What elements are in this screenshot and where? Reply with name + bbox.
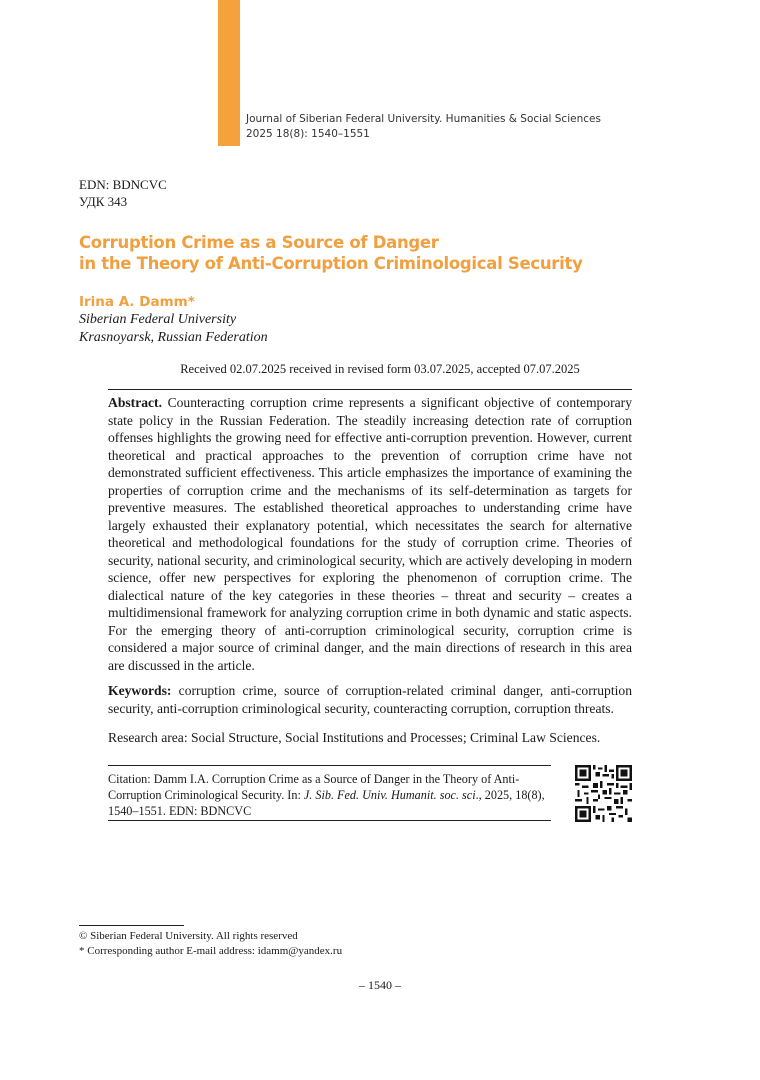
citation-details: ., 2025, 18(8), 1540–1551. EDN: BDNCVC <box>108 788 545 818</box>
author-affiliation <box>79 311 268 346</box>
research-area: Research area: Social Structure, Social Institutions and Processes; Criminal Law Sciences. <box>108 730 601 745</box>
article-title <box>79 232 583 274</box>
article-title-line2: in the Theory of Anti-Corruption Criminological Security <box>79 254 583 273</box>
header-accent-bar <box>218 0 240 146</box>
affiliation-location: Krasnoyarsk, Russian Federation <box>79 329 268 345</box>
qr-code-icon[interactable] <box>575 765 632 822</box>
journal-header <box>246 112 601 142</box>
author-name: Irina A. Damm* <box>79 294 195 310</box>
journal-issue: 2025 18(8): 1540–1551 <box>246 128 370 140</box>
abstract-top-rule <box>108 389 632 390</box>
citation-bottom-rule <box>108 820 551 821</box>
copyright-note: © Siberian Federal University. All rights reserved <box>79 930 298 942</box>
received-dates: Received 02.07.2025 received in revised form 03.07.2025, accepted 07.07.2025 <box>180 362 580 376</box>
udk-code: УДК 343 <box>79 194 128 209</box>
citation-top-rule <box>108 765 551 766</box>
citation-journal: J. Sib. Fed. Univ. Humanit. soc. sci <box>303 788 476 802</box>
citation-text: Citation: Damm I.A. Corruption Crime as a Source of Danger in the Theory of Anti-Corruption Criminological Security. In: <box>108 772 520 802</box>
affiliation-university: Siberian Federal University <box>79 312 237 327</box>
abstract-label: Abstract. <box>108 395 162 410</box>
identifiers <box>79 176 167 210</box>
keywords-text: corruption crime, source of corruption-related criminal danger, anti-corruption security, anti-corruption criminological security, counteracting corruption, corruption threats. <box>108 683 632 716</box>
abstract <box>108 394 632 674</box>
page-number: – 1540 – <box>359 978 401 992</box>
abstract-text: Counteracting corruption crime represents a significant objective of contemporary state policy in the Russian Federation. The steadily increasing detection rate of corruption offenses highlights the growing need for effective anti-corruption prevention. However, current theoretical and practical approaches to the prevention of corruption crime have not demonstrated sufficient effectiveness. This article emphasizes the importance of examining the properties of corruption crime and the mechanisms of its self-determination as targets for preventive measures. The established theoretical approaches to understanding crime have largely exhausted their explanatory potential, which necessitates the search for alternative theoretical and methodological foundations for the study of corruption crime. Theories of security, national security, and criminological security, which are actively developing in modern science, offer new perspectives for exploring the phenomenon of corruption crime. The dialectical nature of the key categories in these theories – threat and security – creates a multidimensional framework for analyzing corruption crime in both dynamic and static aspects. For the emerging theory of anti-corruption criminological security, corruption crime is considered a major source of criminal danger, and the main directions of research in this area are discussed in the article. <box>108 395 632 673</box>
corresponding-author-note: * Corresponding author E-mail address: idamm@yandex.ru <box>79 945 343 957</box>
citation <box>108 771 551 819</box>
footnotes <box>79 929 342 959</box>
journal-name: Journal of Siberian Federal University. Humanities & Social Sciences <box>246 113 601 125</box>
edn-code: EDN: BDNCVC <box>79 177 167 192</box>
footnote-rule <box>79 925 184 926</box>
article-title-line1: Corruption Crime as a Source of Danger <box>79 233 439 252</box>
keywords-label: Keywords: <box>108 683 172 698</box>
keywords <box>108 682 632 717</box>
